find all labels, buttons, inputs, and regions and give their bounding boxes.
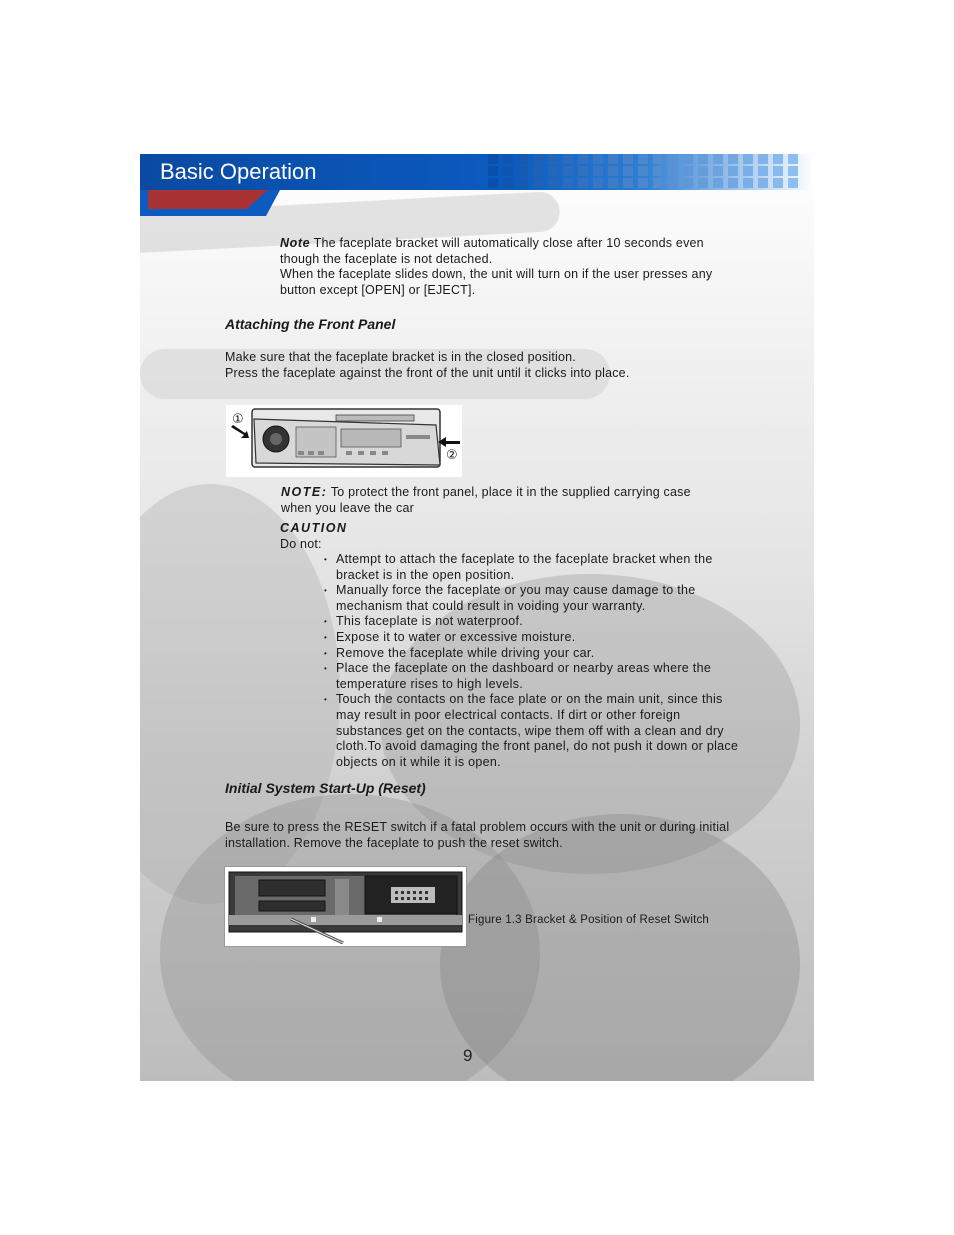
decorative-square bbox=[593, 154, 603, 164]
decorative-square bbox=[518, 178, 528, 188]
note-label: Note bbox=[280, 236, 311, 250]
note-label: NOTE: bbox=[281, 485, 328, 499]
decorative-square bbox=[623, 166, 633, 176]
decorative-square bbox=[713, 166, 723, 176]
decorative-square bbox=[548, 178, 558, 188]
note-line: When the faceplate slides down, the unit will turn on if the user presses any bbox=[280, 267, 713, 282]
list-item: • Attempt to attach the faceplate to the faceplate bracket when the bracket is in the open position. bbox=[324, 552, 754, 583]
decorative-square bbox=[698, 166, 708, 176]
decorative-square bbox=[608, 166, 618, 176]
decorative-square bbox=[578, 166, 588, 176]
decorative-square bbox=[758, 178, 768, 188]
decorative-square bbox=[503, 154, 513, 164]
decorative-square bbox=[668, 154, 678, 164]
list-item: • Manually force the faceplate or you may cause damage to the mechanism that could result in voiding your warranty. bbox=[324, 583, 754, 614]
decorative-square bbox=[668, 166, 678, 176]
list-item: • Expose it to water or excessive moisture. bbox=[324, 630, 754, 646]
decorative-square bbox=[518, 154, 528, 164]
decorative-square bbox=[503, 166, 513, 176]
decorative-square bbox=[578, 178, 588, 188]
decorative-square bbox=[683, 154, 693, 164]
decorative-square bbox=[563, 166, 573, 176]
decorative-square bbox=[683, 166, 693, 176]
decorative-square bbox=[713, 178, 723, 188]
decorative-square bbox=[533, 154, 543, 164]
note-paragraph bbox=[280, 236, 750, 298]
note-text: To protect the front panel, place it in the supplied carrying case bbox=[327, 485, 691, 499]
paragraph-line: installation. Remove the faceplate to push the reset switch. bbox=[225, 835, 563, 850]
caution-list bbox=[324, 552, 754, 770]
decorative-square bbox=[788, 166, 798, 176]
step-marker-2: ② bbox=[446, 447, 458, 462]
decorative-square bbox=[623, 178, 633, 188]
decorative-square bbox=[533, 178, 543, 188]
decorative-square bbox=[488, 166, 498, 176]
decorative-square bbox=[578, 154, 588, 164]
decorative-square bbox=[758, 166, 768, 176]
note-line: though the faceplate is not detached. bbox=[280, 251, 493, 266]
decorative-square bbox=[698, 154, 708, 164]
page-title: Basic Operation bbox=[160, 159, 317, 184]
decorative-square bbox=[503, 178, 513, 188]
list-item: • This faceplate is not waterproof. bbox=[324, 614, 754, 630]
decorative-square bbox=[773, 154, 783, 164]
list-item: • Touch the contacts on the face plate or on the main unit, since this may result in poor electrical contacts. If dirt or other foreign substances get on the contacts, wipe them off with a clean and dry cloth.To avoid damaging the front panel, do not push it down or place objects on it while it is open. bbox=[324, 692, 744, 770]
decorative-square bbox=[623, 154, 633, 164]
decorative-square bbox=[563, 178, 573, 188]
decorative-square bbox=[728, 178, 738, 188]
decorative-square bbox=[548, 166, 558, 176]
figure-caption: Figure 1.3 Bracket & Position of Reset Switch bbox=[468, 914, 710, 926]
section-paragraph bbox=[225, 820, 785, 851]
decorative-square bbox=[758, 154, 768, 164]
decorative-square bbox=[743, 166, 753, 176]
decorative-square bbox=[773, 166, 783, 176]
section-paragraph bbox=[225, 350, 765, 381]
reset-switch-figure bbox=[224, 866, 467, 947]
faceplate-illustration bbox=[226, 405, 462, 477]
decorative-square bbox=[548, 154, 558, 164]
decorative-square bbox=[488, 178, 498, 188]
decorative-square bbox=[608, 154, 618, 164]
decorative-square bbox=[773, 178, 783, 188]
paragraph-line: Be sure to press the RESET switch if a fatal problem occurs with the unit or during initial bbox=[225, 820, 730, 834]
decorative-square bbox=[638, 178, 648, 188]
decorative-square bbox=[668, 178, 678, 188]
decorative-square bbox=[788, 154, 798, 164]
step-marker-1: ① bbox=[232, 411, 244, 426]
decorative-square bbox=[638, 166, 648, 176]
list-item: • Remove the faceplate while driving your car. bbox=[324, 646, 754, 662]
note-line: button except [OPEN] or [EJECT]. bbox=[280, 282, 476, 297]
decorative-square bbox=[653, 166, 663, 176]
decorative-square bbox=[533, 166, 543, 176]
decorative-square bbox=[728, 166, 738, 176]
decorative-square bbox=[593, 166, 603, 176]
decorative-square bbox=[593, 178, 603, 188]
decorative-square bbox=[728, 154, 738, 164]
section-header bbox=[140, 154, 814, 216]
decorative-square bbox=[743, 154, 753, 164]
section-heading: Attaching the Front Panel bbox=[225, 316, 396, 332]
note-line: when you leave the car bbox=[281, 500, 414, 515]
decorative-square bbox=[488, 154, 498, 164]
section-heading: Initial System Start-Up (Reset) bbox=[225, 780, 426, 796]
faceplate-figure bbox=[226, 405, 462, 477]
decorative-square bbox=[788, 178, 798, 188]
paragraph-line: Make sure that the faceplate bracket is in the closed position. bbox=[225, 350, 576, 364]
decorative-square bbox=[698, 178, 708, 188]
list-item: • Place the faceplate on the dashboard or nearby areas where the temperature rises to high levels. bbox=[324, 661, 754, 692]
decorative-square bbox=[743, 178, 753, 188]
bracket-illustration bbox=[225, 867, 466, 946]
decorative-squares bbox=[488, 154, 798, 188]
caution-intro: Do not: bbox=[280, 537, 322, 551]
decorative-square bbox=[563, 154, 573, 164]
note-text: The faceplate bracket will automatically close after 10 seconds even bbox=[310, 236, 704, 250]
decorative-square bbox=[653, 154, 663, 164]
caution-label: CAUTION bbox=[280, 521, 348, 535]
paragraph-line: Press the faceplate against the front of the unit until it clicks into place. bbox=[225, 365, 630, 380]
decorative-square bbox=[653, 178, 663, 188]
decorative-square bbox=[713, 154, 723, 164]
decorative-square bbox=[518, 166, 528, 176]
page-number: 9 bbox=[463, 1046, 473, 1065]
note-paragraph bbox=[281, 485, 761, 516]
decorative-square bbox=[683, 178, 693, 188]
decorative-square bbox=[608, 178, 618, 188]
decorative-square bbox=[638, 154, 648, 164]
